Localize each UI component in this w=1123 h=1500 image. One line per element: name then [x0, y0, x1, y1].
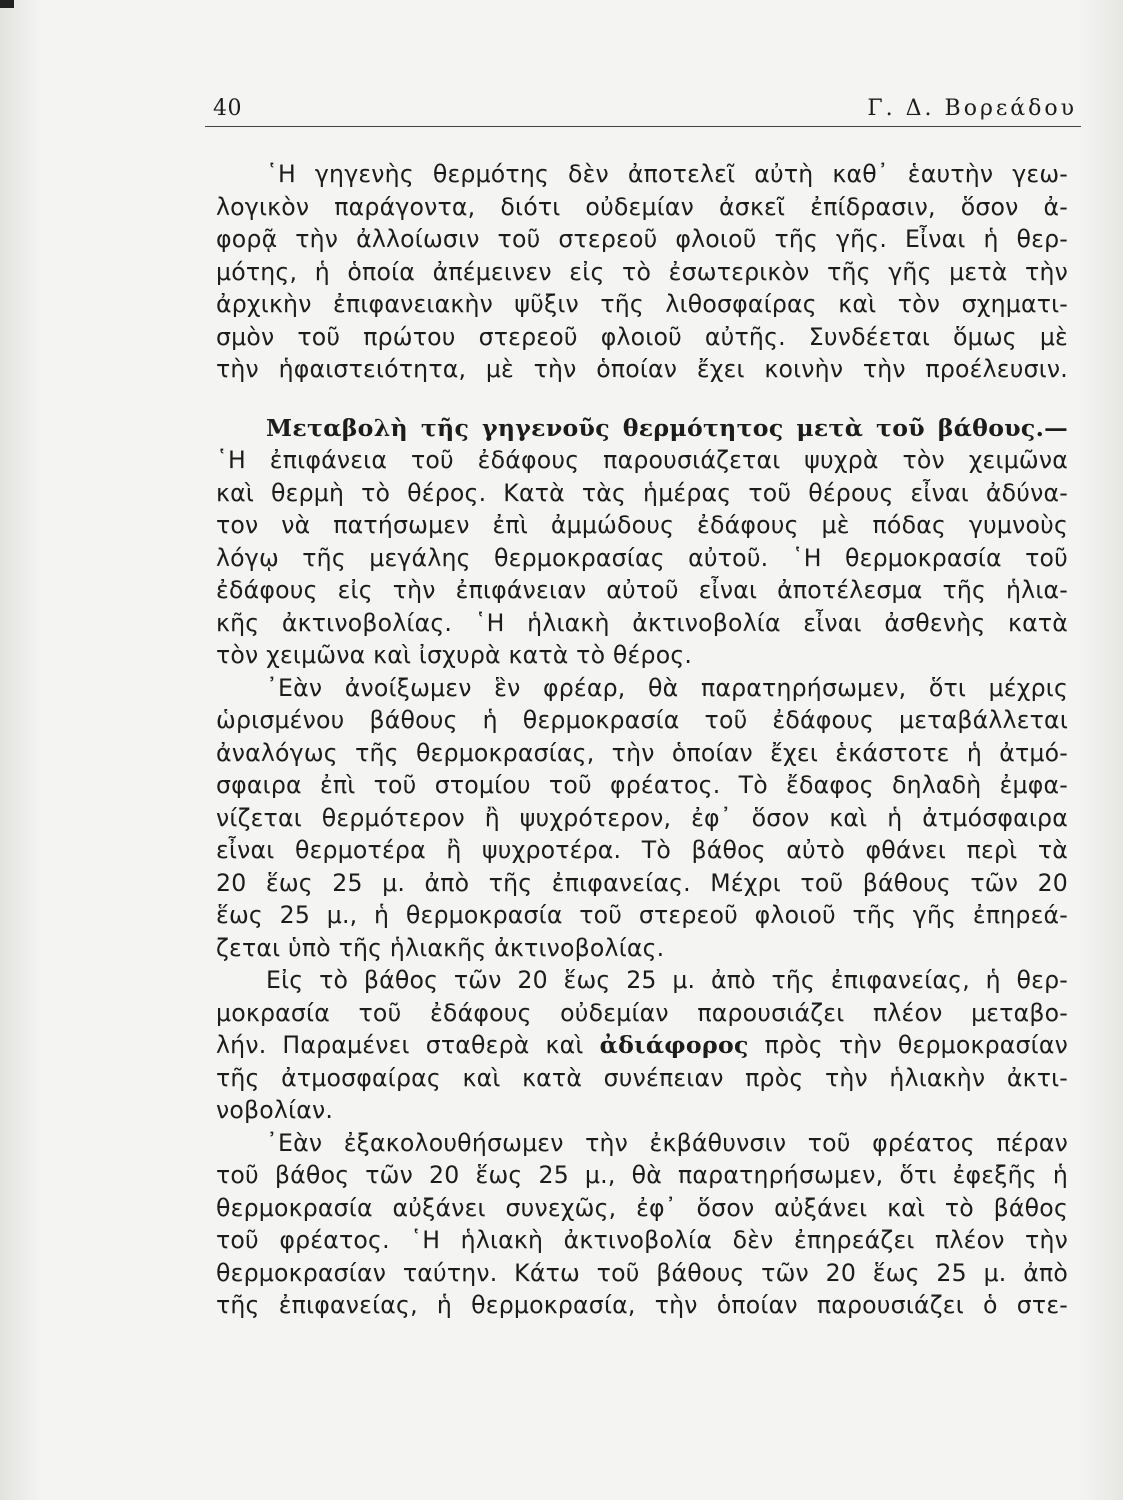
page-number: 40 [213, 96, 242, 121]
text-line: ἀρχικὴν ἐπιφανειακὴν ψῦξιν τῆς λιθοσφαίρας καὶ τὸν σχηματι- [216, 290, 1068, 318]
text-line: λογικὸν παράγοντα, διότι οὐδεμίαν ἀσκεῖ ἐπίδρασιν, ὅσον ἀ- [216, 192, 1068, 221]
bold-term: ἀδιάφορος [599, 1031, 749, 1059]
text-line: 20 ἕως 25 μ. ἀπὸ τῆς ἐπιφανείας. Μέχρι τοῦ βάθους τῶν 20 [216, 868, 1068, 897]
text-line: σμὸν τοῦ πρώτου στερεοῦ φλοιοῦ αὐτῆς. Συνδέεται ὅμως μὲ [216, 322, 1068, 351]
text-line: τῆς ἀτμοσφαίρας καὶ κατὰ συνέπειαν πρὸς τὴν ἡλιακὴν ἀκτι- [216, 1063, 1068, 1092]
text-line: κῆς ἀκτινοβολίας. ῾Η ἡλιακὴ ἀκτινοβολία εἶναι ἀσθενὴς κατὰ [216, 608, 1068, 637]
text-line: τῆς ἐπιφανείας, ἡ θερμοκρασία, τὴν ὁποίαν παρουσιάζει ὁ στε- [216, 1291, 1068, 1319]
text-line: τοῦ φρέατος. ῾Η ἡλιακὴ ἀκτινοβολία δὲν ἐπηρεάζει πλέον τὴν [216, 1226, 1068, 1254]
text-line: ἐδάφους εἰς τὴν ἐπιφάνειαν αὐτοῦ εἶναι ἀποτέλεσμα τῆς ἡλια- [216, 576, 1068, 604]
text-line: Εἰς τὸ βάθος τῶν 20 ἕως 25 μ. ἀπὸ τῆς ἐπιφανείας, ἡ θερ- [266, 966, 1068, 994]
page-header [205, 92, 1081, 127]
text-line: ἀναλόγως τῆς θερμοκρασίας, τὴν ὁποίαν ἔχει ἑκάστοτε ἡ ἀτμό- [216, 738, 1068, 767]
text-line: καὶ θερμὴ τὸ θέρος. Κατὰ τὰς ἡμέρας τοῦ θέρους εἶναι ἀδύνα- [216, 478, 1068, 507]
text-line: τὴν ἡφαιστειότητα, μὲ τὴν ὁποίαν ἔχει κοινὴν τὴν προέλευσιν. [216, 355, 1068, 383]
running-head: Γ. Δ. Βορεάδου [867, 96, 1077, 121]
text-line: θερμοκρασίαν ταύτην. Κάτω τοῦ βάθους τῶν 20 ἕως 25 μ. ἀπὸ [216, 1258, 1068, 1287]
text-line: ῾Η γηγενὴς θερμότης δὲν ἀποτελεῖ αὐτὴ καθ᾽ ἑαυτὴν γεω- [266, 160, 1068, 188]
text-line: ὡρισμένου βάθους ἡ θερμοκρασία τοῦ ἐδάφους μεταβάλλεται [216, 706, 1068, 734]
text-run: λήν. Παραμένει σταθερὰ καὶ [216, 1031, 600, 1059]
text-line: εἶναι θερμοτέρα ἢ ψυχροτέρα. Τὸ βάθος αὐτὸ φθάνει περὶ τὰ [216, 836, 1068, 864]
text-line: μοκρασία τοῦ ἐδάφους οὐδεμίαν παρουσιάζει πλέον μεταβο- [216, 998, 1068, 1027]
text-line: λόγῳ τῆς μεγάλης θερμοκρασίας αὐτοῦ. ῾Η θερμοκρασία τοῦ [216, 543, 1068, 572]
text-line: ᾽Εὰν ἀνοίξωμεν ἓν φρέαρ, θὰ παρατηρήσωμεν, ὅτι μέχρις [266, 673, 1068, 702]
text-line: νοβολίαν. [216, 1096, 334, 1124]
text-line: ζεται ὑπὸ τῆς ἡλιακῆς ἀκτινοβολίας. [216, 933, 665, 962]
text-line: νίζεται θερμότερον ἢ ψυχρότερον, ἐφ᾽ ὅσον καὶ ἡ ἀτμόσφαιρα [216, 803, 1068, 832]
text-line: ἕως 25 μ., ἡ θερμοκρασία τοῦ στερεοῦ φλοιοῦ τῆς γῆς ἐπηρεά- [216, 901, 1068, 929]
text-run: πρὸς τὴν θερμοκρασίαν [748, 1031, 1068, 1059]
text-line: θερμοκρασία αὐξάνει συνεχῶς, ἐφ᾽ ὅσον αὐξάνει καὶ τὸ βάθος [216, 1193, 1068, 1222]
text-line: σφαιρα ἐπὶ τοῦ στομίου τοῦ φρέατος. Τὸ ἔδαφος δηλαδὴ ἐμφα- [216, 771, 1068, 799]
text-line: τὸν χειμῶνα καὶ ἰσχυρὰ κατὰ τὸ θέρος. [216, 641, 693, 669]
text-line: τον νὰ πατήσωμεν ἐπὶ ἀμμώδους ἐδάφους μὲ πόδας γυμνοὺς [216, 511, 1068, 539]
body-text [216, 158, 1068, 1322]
text-line: τοῦ βάθος τῶν 20 ἕως 25 μ., θὰ παρατηρήσωμεν, ὅτι ἐφεξῆς ἡ [216, 1161, 1068, 1189]
text-line: μότης, ἡ ὁποία ἀπέμεινεν εἰς τὸ ἐσωτερικὸν τῆς γῆς μετὰ τὴν [216, 257, 1068, 286]
text-line: φορᾷ τὴν ἀλλοίωσιν τοῦ στερεοῦ φλοιοῦ τῆς γῆς. Εἶναι ἡ θερ- [216, 225, 1068, 253]
scan-corner-mark [0, 0, 14, 8]
section-heading-line [216, 412, 1068, 445]
text-line: ῾Η ἐπιφάνεια τοῦ ἐδάφους παρουσιάζεται ψυχρὰ τὸν χειμῶνα [216, 446, 1068, 474]
text-line-emphasis [216, 1029, 1068, 1062]
text-line: ᾽Εὰν ἐξακολουθήσωμεν τὴν ἐκβάθυνσιν τοῦ φρέατος πέραν [266, 1128, 1068, 1157]
section-heading: Μεταβολὴ τῆς γηγενοῦς θερμότητος μετὰ τοῦ βάθους.— [266, 413, 1068, 442]
